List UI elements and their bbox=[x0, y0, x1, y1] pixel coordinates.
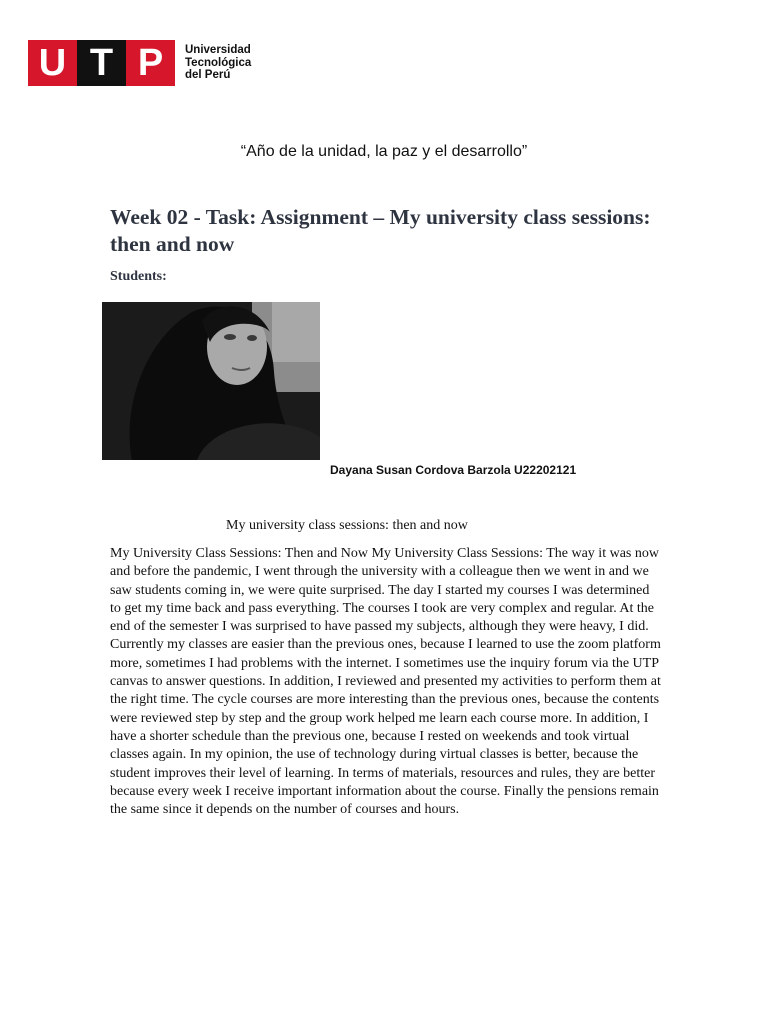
logo-letter-u: U bbox=[28, 40, 77, 86]
document-title: Week 02 - Task: Assignment – My university class sessions: then and now bbox=[110, 205, 651, 256]
student-name: Dayana Susan Cordova Barzola U22202121 bbox=[330, 463, 577, 477]
logo-text-line-1: Universidad bbox=[185, 44, 251, 57]
student-photo-illustration bbox=[102, 302, 320, 460]
student-photo bbox=[102, 302, 320, 460]
logo-text-line-2: Tecnológica bbox=[185, 56, 252, 69]
utp-logo bbox=[28, 40, 251, 86]
essay-heading: My university class sessions: then and now bbox=[226, 518, 468, 533]
essay-body: My University Class Sessions: Then and Now My University Class Sessions: The way it was now and before the pandemic, I went through the university with a colleague then we went in and we saw students coming in, we were quite surprised. The day I started my courses I was determined to get my time back and pass everything. The courses I took are very complex and regular. At the end of the semester I was surprised to have passed my subjects, although they were heavy, I did. Currently my classes are easier than the previous ones, because I learned to use the zoom platform more, sometimes I had problems with the internet. I sometimes use the inquiry forum via the UTP canvas to answer questions. In addition, I reviewed and presented my activities to perform them at the right time. The cycle courses are more interesting than the previous ones, because the contents were reviewed step by step and the group work helped me learn each course more. In addition, I have a shorter schedule than the previous one, because I rested on weekends and took virtual classes again. In my opinion, the use of technology during virtual classes is better, because the student improves their level of learning. In terms of materials, resources and rules, they are better because every week I receive important information about the course. Finally the pensions remain the same since it depends on the number of courses and hours. bbox=[110, 546, 661, 818]
students-label: Students: bbox=[110, 269, 167, 284]
logo-letter-t: T bbox=[77, 40, 126, 86]
year-motto: “Año de la unidad, la paz y el desarrollo” bbox=[240, 143, 528, 160]
logo-university-name bbox=[185, 44, 251, 82]
logo-letter-p: P bbox=[126, 40, 175, 86]
logo-text-line-3: del Perú bbox=[185, 69, 231, 82]
